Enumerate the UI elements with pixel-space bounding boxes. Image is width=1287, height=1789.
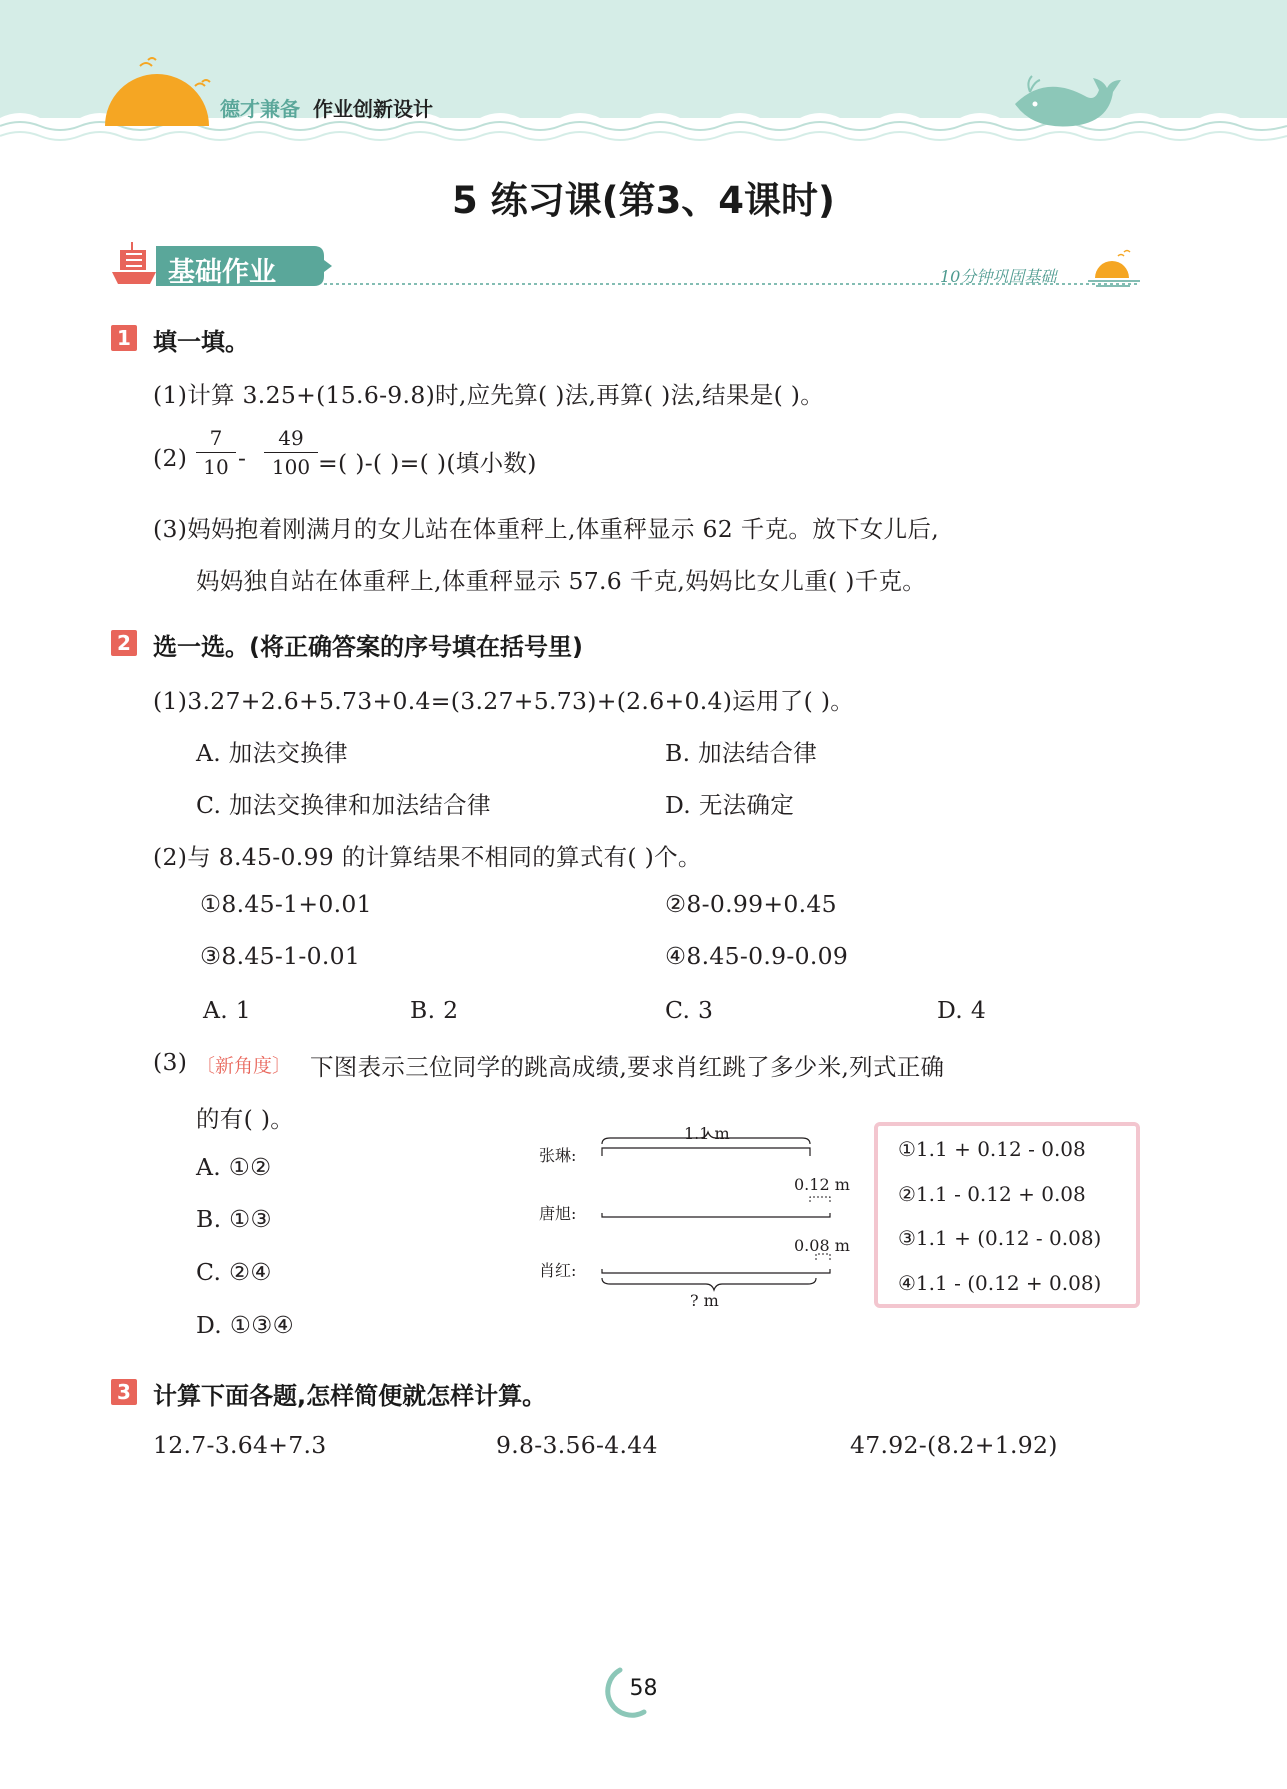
expression-2: ②8-0.99+0.45 [665,890,837,918]
box-expression-4: ④1.1 - (0.12 + 0.08) [898,1271,1102,1295]
q2-part1: (1)3.27+2.6+5.73+0.4=(3.27+5.73)+(2.6+0.4)运用了( )。 [153,687,855,715]
section-note: 10分钟巩固基础 [940,267,1057,286]
calc-expression-2: 9.8-3.56-4.44 [496,1431,658,1459]
q1-part2-minus: - [238,444,247,472]
header-band [0,0,1287,150]
q2-part3-text: 下图表示三位同学的跳高成绩,要求肖红跳了多少米,列式正确 [310,1053,945,1081]
brand-name-dark: 作业创新设计 [313,97,433,121]
sunset-icon [1088,251,1140,287]
option-d: D. ①③④ [196,1311,294,1339]
new-angle-tag: 〔新角度〕 [196,1055,292,1077]
option-d: D. 无法确定 [665,791,795,819]
question-number-badge: 2 [111,630,137,656]
fraction-2-denominator: 100 [271,455,311,479]
option-a: A. 1 [203,996,252,1024]
option-c: C. 3 [665,996,714,1024]
page-title: 5 练习课(第3、4课时) [452,179,835,222]
brand-name-colored: 德才兼备 [220,97,300,121]
question-number-badge: 3 [111,1379,137,1405]
expression-4: ④8.45-0.9-0.09 [665,942,849,970]
question-heading: 填一填。 [153,328,249,356]
name-tangxu: 唐旭: [539,1204,577,1223]
q2-part3-line2: 的有( )。 [196,1105,295,1133]
expression-1: ①8.45-1+0.01 [200,890,372,918]
sailboat-icon [112,242,156,284]
label-unknown-m: ? m [690,1291,719,1310]
q2-part2: (2)与 8.45-0.99 的计算结果不相同的算式有( )个。 [153,843,702,871]
label-0-12m: 0.12 m [794,1175,850,1194]
fraction-1-denominator: 10 [203,455,229,479]
box-expression-1: ①1.1 + 0.12 - 0.08 [898,1137,1086,1161]
option-c: C. 加法交换律和加法结合律 [196,791,491,819]
q1-part2-rest: =( )-( )=( )(填小数) [318,449,537,477]
fraction-1-numerator: 7 [209,426,223,450]
q1-part1: (1)计算 3.25+(15.6-9.8)时,应先算( )法,再算( )法,结果是( )。 [153,381,825,409]
name-zhanglin: 张琳: [539,1146,577,1165]
q1-part3-line1: (3)妈妈抱着刚满月的女儿站在体重秤上,体重秤显示 62 千克。放下女儿后, [153,515,939,543]
option-a: A. 加法交换律 [196,739,348,767]
q1-part2-prefix: (2) [153,444,188,472]
option-b: B. ①③ [196,1205,272,1233]
q2-part3-prefix: (3) [153,1048,188,1076]
label-0-08m: 0.08 m [794,1236,850,1255]
q1-part3-line2: 妈妈独自站在体重秤上,体重秤显示 57.6 千克,妈妈比女儿重( )千克。 [196,567,927,595]
question-heading: 计算下面各题,怎样简便就怎样计算。 [153,1382,547,1410]
expression-3: ③8.45-1-0.01 [200,942,361,970]
option-b: B. 加法结合律 [665,739,818,767]
box-expression-3: ③1.1 + (0.12 - 0.08) [898,1226,1102,1250]
label-1-1m: 1.1 m [684,1124,730,1143]
fraction-2-numerator: 49 [278,426,304,450]
jump-height-diagram [530,1120,860,1320]
calc-expression-1: 12.7-3.64+7.3 [153,1431,327,1459]
fraction-2 [264,426,318,479]
page-number: 58 [629,1676,658,1701]
option-b: B. 2 [410,996,459,1024]
option-d: D. 4 [937,996,987,1024]
question-heading: 选一选。(将正确答案的序号填在括号里) [153,633,583,661]
question-number-badge: 1 [111,325,137,351]
option-a: A. ①② [196,1153,272,1181]
fraction-1 [196,426,236,479]
option-c: C. ②④ [196,1258,272,1286]
box-expression-2: ②1.1 - 0.12 + 0.08 [898,1182,1086,1206]
name-xiaohong: 肖红: [539,1261,577,1280]
section-title: 基础作业 [168,257,276,288]
calc-expression-3: 47.92-(8.2+1.92) [850,1431,1058,1459]
